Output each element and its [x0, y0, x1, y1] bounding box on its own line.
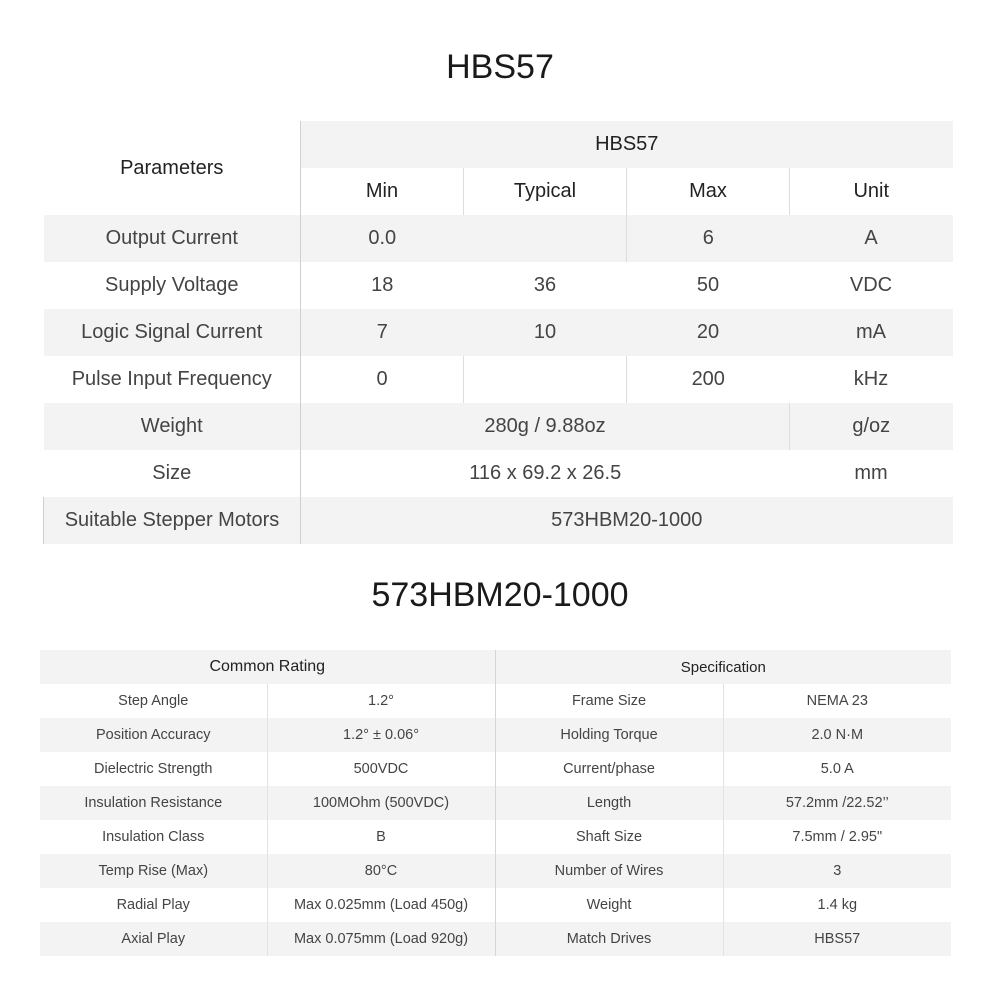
spec-label: Shaft Size [495, 820, 723, 854]
driver-title: HBS57 [446, 48, 554, 86]
rating-label: Temp Rise (Max) [40, 854, 267, 888]
table-row [44, 215, 953, 262]
spec-label: Match Drives [495, 922, 723, 956]
table-row [40, 718, 951, 752]
unit-value: VDC [849, 274, 893, 296]
rating-value: 80°C [267, 854, 495, 888]
max-value: 6 [627, 215, 790, 262]
table-row [44, 356, 953, 403]
col-max-header: Max [627, 168, 790, 215]
table-row [40, 786, 951, 820]
spec-label: Number of Wires [495, 854, 723, 888]
spec-value: 7.5mm / 2.95" [792, 829, 883, 845]
unit-value: g/oz [790, 403, 953, 450]
parameters-header: Parameters [44, 121, 301, 215]
unit-value: mA [790, 309, 953, 356]
rating-value: 500VDC [267, 752, 495, 786]
typical-value [464, 215, 627, 262]
spec-label: Frame Size [495, 684, 723, 718]
col-typical-header: Typical [464, 168, 627, 215]
max-value: 200 [691, 368, 725, 390]
motors-value: 573HBM20-1000 [301, 497, 953, 544]
table-row [44, 450, 953, 497]
specification-header: Specification [495, 650, 951, 684]
spec-value: 57.2mm /22.52’’ [723, 786, 951, 820]
min-value: 0 [301, 356, 464, 403]
common-rating-header: Common Rating [40, 650, 495, 684]
rating-value: 1.2° [267, 684, 495, 718]
rating-label: Step Angle [40, 684, 267, 718]
rating-label: Insulation Resistance [40, 786, 267, 820]
spec-value: NEMA 23 [806, 693, 868, 709]
table-row [40, 752, 951, 786]
min-value: 18 [371, 274, 394, 296]
table-row [40, 854, 951, 888]
table-row [44, 309, 953, 356]
rating-label: Axial Play [40, 922, 267, 956]
spec-value: HBS57 [723, 922, 951, 956]
param-label: Weight [44, 403, 301, 450]
table-row [40, 922, 951, 956]
col-unit-header: Unit [853, 180, 890, 202]
param-label: Logic Signal Current [44, 309, 301, 356]
typical-value [464, 356, 627, 403]
max-value: 50 [696, 274, 720, 296]
rating-value: 1.2° ± 0.06° [267, 718, 495, 752]
table-row [40, 888, 951, 922]
col-min-header: Min [301, 168, 464, 215]
driver-parameters-table [43, 121, 953, 544]
spec-label: Holding Torque [495, 718, 723, 752]
typical-value: 36 [533, 274, 557, 296]
param-label: Size [44, 450, 301, 497]
rating-label: Radial Play [40, 888, 267, 922]
motor-spec-table [40, 650, 951, 956]
rating-label: Insulation Class [40, 820, 267, 854]
table-row [40, 820, 951, 854]
spec-value: 2.0 N·M [723, 718, 951, 752]
size-value: 116 x 69.2 x 26.5 [469, 462, 622, 484]
param-label: Supply Voltage [44, 262, 301, 309]
min-value: 7 [301, 309, 464, 356]
spec-value: 3 [723, 854, 951, 888]
rating-value: Max 0.025mm (Load 450g) [267, 888, 495, 922]
spec-label: Current/phase [495, 752, 723, 786]
spec-label: Length [495, 786, 723, 820]
rating-label: Dielectric Strength [40, 752, 267, 786]
motor-title: 573HBM20-1000 [371, 576, 629, 614]
rating-value: 100MOhm (500VDC) [267, 786, 495, 820]
rating-value: B [267, 820, 495, 854]
table-row [44, 403, 953, 450]
param-label: Output Current [44, 215, 301, 262]
table-row [44, 497, 953, 544]
rating-label: Position Accuracy [40, 718, 267, 752]
unit-value: kHz [853, 368, 889, 390]
spec-label: Weight [495, 888, 723, 922]
weight-value: 280g / 9.88oz [301, 403, 790, 450]
group-header: HBS57 [301, 121, 953, 168]
table-row [40, 684, 951, 718]
unit-value: A [790, 215, 953, 262]
max-value: 20 [627, 309, 790, 356]
rating-value: Max 0.075mm (Load 920g) [267, 922, 495, 956]
typical-value: 10 [464, 309, 627, 356]
table-row [44, 262, 953, 309]
spec-value: 5.0 A [820, 761, 854, 777]
unit-value: mm [854, 462, 888, 484]
param-label: Pulse Input Frequency [44, 356, 301, 403]
min-value: 0.0 [301, 215, 464, 262]
param-label: Suitable Stepper Motors [44, 497, 301, 544]
spec-value: 1.4 kg [817, 897, 858, 913]
